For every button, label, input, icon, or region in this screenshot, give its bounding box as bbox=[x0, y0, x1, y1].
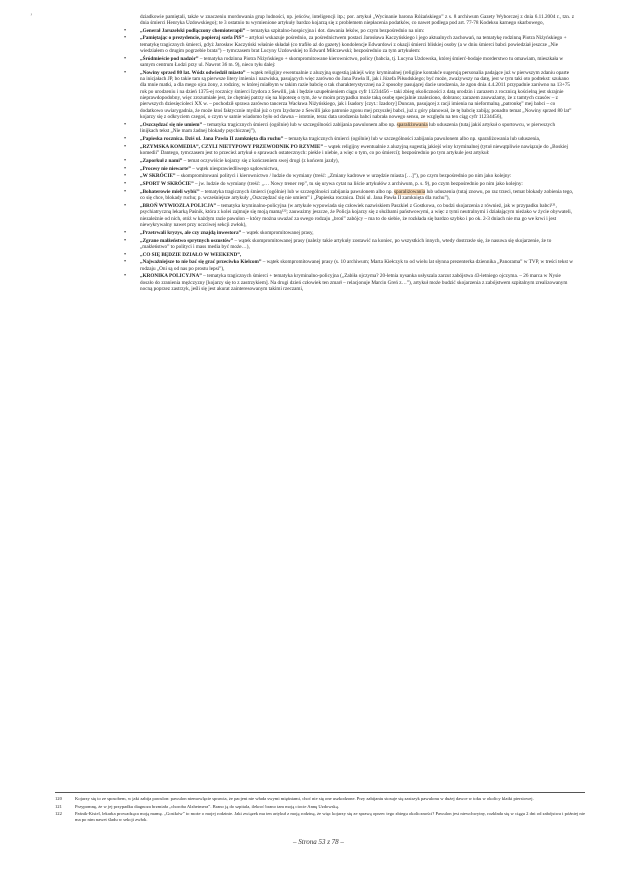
article-title: „Pamiętając o prezydencie, popieraj szefa PiS” bbox=[140, 35, 244, 42]
list-item bbox=[124, 251, 574, 258]
article-description: – tematyka tragicznych śmierci (ogólnie) lub w szczególności zabijania pawulonem albo np. sparaliżowania lub uduszenia, bbox=[283, 135, 541, 142]
bullet-icon: • bbox=[124, 259, 127, 266]
article-title: „Generał Jaruzelski podłączony chemioterapii” bbox=[140, 27, 246, 34]
footnote bbox=[55, 804, 585, 810]
article-description: – wątek niesprawiedliwego sądownictwa, bbox=[190, 165, 279, 172]
article-title: „BROŃ WYWIOZŁA POLICJA” bbox=[140, 203, 216, 210]
list-item bbox=[124, 173, 574, 180]
footnote-number: 121 bbox=[55, 803, 62, 809]
bullet-icon: • bbox=[124, 173, 127, 180]
article-description: – tematyka szpitalno-hospicyjna i dot. dawania leków, po czym bezpośrednio na nim: bbox=[245, 27, 425, 34]
list-item bbox=[124, 135, 574, 142]
bullet-icon: • bbox=[124, 237, 127, 244]
bullet-icon: • bbox=[124, 69, 127, 76]
list-item bbox=[124, 157, 574, 164]
article-description: – skompromitowani polityci i kierownictwo / ludzie do wymiany (treść: „Zmiany kadrowe w urzędzie miasta […]”), po czym bezpośrednio po nim jako kolejny: bbox=[175, 173, 512, 180]
highlighted-term: sparaliżowania bbox=[394, 188, 426, 195]
article-description: – tematyka tragicznych śmierci (ogólnie) lub w szczególności zabijania pawulonem albo np. sparaliżowania lub uduszenia (tutaj znowu, po raz trzeci, temat blokady zobienia tego, co się chce, blokady ruchu; p. wcześniejsze artykuły „Oszczędzać się nie umiem” i „Papieska rocznica. Dziś ul. Jana Pawła II zamknięta dla ruchu”), bbox=[140, 188, 574, 202]
article-description: – wątek skompromitowanej prasy, bbox=[241, 229, 314, 236]
bullet-icon: • bbox=[124, 121, 127, 128]
list-item bbox=[124, 237, 574, 251]
article-description: – tematyka tragicznych śmierci + tematyka kryminalno-policyjna („Zabiła ojczyma? 20-letnia nysanka usłyszala zarzut zabójstwa 43-letniego ojczyma. – 26 marca w Nysie doszło do zranienia mężczyzny [kojarzy się to z zastrzykiem]. Na drugi dzień człowiek ten zmarł – relacjonuje Marcin Greń z…”), artykuł może budzić skojarzenia z zabójstwem szpitalnym zrealizowanym nocną poprzez zastrzyk, jeśli się jest akurat zainteresowanym takimi rzeczami, bbox=[140, 273, 568, 293]
bullet-icon: • bbox=[124, 181, 127, 188]
margin-mark: ’ bbox=[30, 12, 33, 21]
article-description: – tematyka tragicznych śmierci (ogólnie) lub w szczególności zabijania pawulonem albo np. sparaliżowania lub uduszenia (tutaj jakiś artykuł o sportowcu, w pierwszych linijkach tekst „Nie mam żadnej blokady psychicznej”), bbox=[140, 121, 556, 135]
list-item bbox=[124, 55, 574, 69]
list-item bbox=[124, 273, 574, 293]
list-item bbox=[124, 27, 574, 34]
list-item bbox=[124, 203, 574, 228]
article-title: „W SKRÓCIE” bbox=[140, 173, 176, 180]
footnote-text: Kojarzy się to ze sposobem, w jaki zabija pawulon: pawulon niemowlęcie sprawia, że pacjent nie włada swymi mięśniami, choć nie się one uszkodzone. Przy zabijaniu stosuje się zastrzyk pawulonu w dużej dawce w toku w okolicy klatki piersiowej. bbox=[75, 796, 534, 801]
bullet-icon: • bbox=[124, 188, 127, 195]
bullet-icon: • bbox=[124, 157, 127, 164]
footnote bbox=[55, 796, 585, 802]
article-title: „CO SIĘ BĘDZIE DZIAŁO W WEEKEND”, bbox=[140, 251, 242, 258]
bullet-icon: • bbox=[124, 165, 127, 172]
article-title: „Zaporkuł z nami” bbox=[140, 157, 183, 164]
article-title: „KRONIKA POLICYJNA” bbox=[140, 273, 202, 280]
bullet-icon: • bbox=[124, 55, 127, 62]
article-title: „Procesy nie niewarte” bbox=[140, 165, 191, 172]
list-item bbox=[124, 35, 574, 54]
article-title: „Papieska rocznica. Dziś ul. Jana Pawła II zamknięta dla ruchu” bbox=[140, 135, 284, 142]
intro-paragraph: dziadkowie pamiętali, także w znaczeniu mordowania grup ludności, np. jeńców, inteligencji itp.; por. artykuł „Wycinanie barona Różańskiego” z s. 8 archiwum Gazety Wyborczej z dnia 6.11.2004 r., tzn. z dnia śmierci Henryka Uzdowskiego); te 3 ostatnio tu wymienione artykuły bardzo kojarzą się z problemem niepłacenia podatków, co nawet podlega pod art. 77-78 Kodeksu karnego skarbowego, bbox=[140, 14, 574, 27]
bullet-icon: • bbox=[124, 135, 127, 142]
article-title: „RZYMSKA KOMEDIA”, CZYLI NIETYPOWY PRZEWODNIK PO RZYMIE” bbox=[140, 143, 323, 150]
page-number: – Strona 53 z 78 – bbox=[293, 838, 344, 846]
article-description: – wątek religijny ewentualnie z aluzyjną sugestią jakiejś winy kryminalnej (tytuł niewątpliwie nawiązuje do „Boskiej komedii” Dantego, tymczasem jest to przecież artykuł o sprawach ostatecznych: piekle i niebie, a więc o tym, co po śmierci); bezpośrednio po tym artykule jest artykuł: bbox=[140, 143, 569, 156]
article-description: – artykuł wskazuje pośrednio, za pośrednictwem postaci Jarosława Kaczyńskiego i jego aktualnych zachowań, na tematykę rodzinną Piotra Niżyńskiego + tematykę tragicznych śmierci, gdyż Jarosław Kaczyński właśnie składał (co trafiło aż do gazety) kondolencje Edwardowi z okazji śmierci bliskiej osoby (a w dniu śmierci babci powiedział jeszcze „Nie wiedziałem o drugim pogrzebie brata”) – tymczasem brat Lucyny Uzdowskiej to Edward Miłczewski; bezpośrednio za tym artykułem: bbox=[140, 35, 567, 54]
article-description: – temat oczywiście kojarzy się z kończeniem swej drogi (z końcem jazdy), bbox=[182, 157, 339, 164]
bullet-icon: • bbox=[124, 143, 127, 150]
list-item bbox=[124, 259, 574, 272]
bullet-icon: • bbox=[124, 273, 127, 280]
article-description: – wątek skompromitowanej prasy (należy takie artykuły zostawić na koniec, po wszystkich innych, wtedy dostrzeże się, że nasuwa się skojarzenie, że to „małżeństwo” to polityci i mass media być może…), bbox=[140, 237, 552, 250]
bullet-icon: • bbox=[124, 35, 127, 42]
list-item bbox=[124, 181, 574, 188]
article-list bbox=[124, 27, 574, 293]
footnote-number: 120 bbox=[55, 796, 62, 801]
bullet-icon: • bbox=[124, 203, 127, 210]
article-title: „Śródmieście pod nadzór” bbox=[140, 55, 199, 62]
footnotes bbox=[55, 792, 585, 824]
highlighted-term: sparaliżowania bbox=[396, 121, 428, 128]
article-title: „Oszczędzać się nie umiem” bbox=[140, 121, 203, 128]
article-title: „Zgrane małżeństwo sprytnych oszustów” bbox=[140, 237, 234, 244]
main-content bbox=[124, 14, 574, 294]
article-title: „SPORT W SKRÓCIE” bbox=[140, 181, 194, 188]
article-title: „Nowiny sprzed 80 lat. Wódz odwiedził miasto” bbox=[140, 69, 246, 76]
article-description: – wątek skompromitowanej prasy (s. 10 archiwum; Marta Kiełczyk to od wielu lat słynna prezenterka dziennika „Panorama” w TVP, w treści tekst w rodzaju „Oni są od nas po prostu lepsi”), bbox=[140, 259, 573, 272]
bullet-icon: • bbox=[124, 27, 127, 34]
list-item bbox=[124, 121, 574, 135]
footnote-number: 122 bbox=[55, 811, 62, 817]
footnote-text: Paśnik-Kisiel, lekarka prowadząca moją mamę. „Gostków” to może o mojej rodzinie. Jaki związek ma ten artykuł z moją rodziną, że więc kojarzy się ze sprawą oprzec tego zbiegu okoliczności? Pawulon jest niewchwytny, rozkłada się w ciągu 2 dni od zabójstwa i później nie ma po nim nawet śladu w sekcji zwłok. bbox=[75, 811, 585, 822]
list-item bbox=[124, 69, 574, 120]
list-item bbox=[124, 165, 574, 172]
article-description: – tematyka rodzinna Piotra Niżyńskiego + skompromitowane kierownictwo, policy (babcia, tj. Lucyna Uzdowska, której śmierć-bodaje morderstwo tu omawiam, mieszkała w samym centrum Łodzi przy ul. Nawrot 36 m. 9), nieco tyłu dalej: bbox=[140, 55, 564, 69]
article-title: „Najważniejsze to nie bać się grać przeciwko Kielcom” bbox=[140, 259, 262, 266]
list-item bbox=[124, 143, 574, 157]
article-description: – jw. ludzie do wymiany (treść: „… Nowy trener rep”, tu się urywa cytat na liście artykułów z archiwum, p. s. 9), po czym bezpośrednio po nim jako kolejny: bbox=[193, 181, 523, 188]
list-item bbox=[124, 229, 574, 236]
list-item bbox=[124, 188, 574, 202]
article-description: – tematyka kryminalno-policyjna (w artykule wypowiada się człowiek nazwiskiem Paszkiel z Gostkowa, co budzi skojarzenia z również, jak w przypadku babci¹²¹, psychiatryczną lekarką Paśnik, która z kolei zajmuje się moją mamą¹²²; zauważmy jeszcze, że Policja kojarzy się z służbami państwowymi, a więc z tymi neutralnymi i działającym nieżako w życie obywateli, niezależnie od nich, otóż w każdym razie pawulon – który można uważać za swego rodzaju „broń” zabójcy – ma to do siebie, że rozkłada się bardzo szybko i po ok. 2-3 dniach nie ma go we krwi i jest niewykrywalny nawet przy uczciwej sekcji zwłok), bbox=[140, 203, 573, 228]
article-title: „Przetrwali kryzys, ale czy znajdą inwestora” bbox=[140, 229, 242, 236]
article-description: – wątek religijny ewentualnie z aluzyjną sugestią jakiejś winy kryminalnej (religijne kontakće sugerują personalia padające już w pierwszym zdaniu oparte na inicjałach JP, bo takie tam są pierwsze litery imienia i nazwiska, pasujących więc zarówno do Jana Pawła II, jak i Józefa Piłsudskiego; być może, zważywszy na datę, jest w tym taki oto podtekst: szukano dla mnie matki, a dla mego ojca żony, z rodziny, w której miałbym w takim razie babcię o tak charakterystycznej na 2 sposoby pasującej dacie urodzenia, że zgon dnia 4.4.2011 przypadnie zarówno na 13+75 rok po urodzeniu i na dzień 1375-ej rocznicy śmierci Izydora z Sewilli, jak i będzie uzupełnieniem ciągu cyfr 11234456 – taki zbieg okoliczności z datą urodzin i zarazem z rocznicą kościelną jest skrajnie nieprawdopodobny, więc zrozumiałe jest, że chętniej patrzy się na hipotezę o tym, że w moim przypadku może taką osobę specjalnie znaleziono, dobrano; zarazem zauważamy, że z tamtych czasów – z pierwszych dziesięcioleci XX w. – pochodził sprawa zarówno tancerza Wacława Niżyńskiego, jak i Isadory [czyt.: Izadory] Duncan, pasującej z racji imienia na nieformalną „patronkę” mej babci – co dodatkowo uwiarygadnia, że może ktoś faktycznie myślał już o tym Izydorze z Sewilli jako patronie zgonu mej przyszłej babci, już z góry planował, że tę babcię zabiją; ponadto temat „Nowiny sprzed 80 lat” kojarzy się z odkryciem czegoś, o czym w samie wiadomo było od dawna – istotnie, teraz data urodzenia babci nabrała nowego sensu, ze względu na ten ciąg cyfr 11234456), bbox=[140, 69, 572, 120]
footnote-text: Przypomnę, że w jej przypadku diagnoza brzmiała „choroba Alzheimera”. Brano ją do szpitala, ilekroć brano tam moją ciocie Annę Uzdowską. bbox=[75, 803, 339, 809]
footnote bbox=[55, 811, 585, 822]
bullet-icon: • bbox=[124, 229, 127, 236]
bullet-icon: • bbox=[124, 251, 127, 258]
article-title: „Bohaterowie mieli wybić” bbox=[140, 188, 200, 195]
